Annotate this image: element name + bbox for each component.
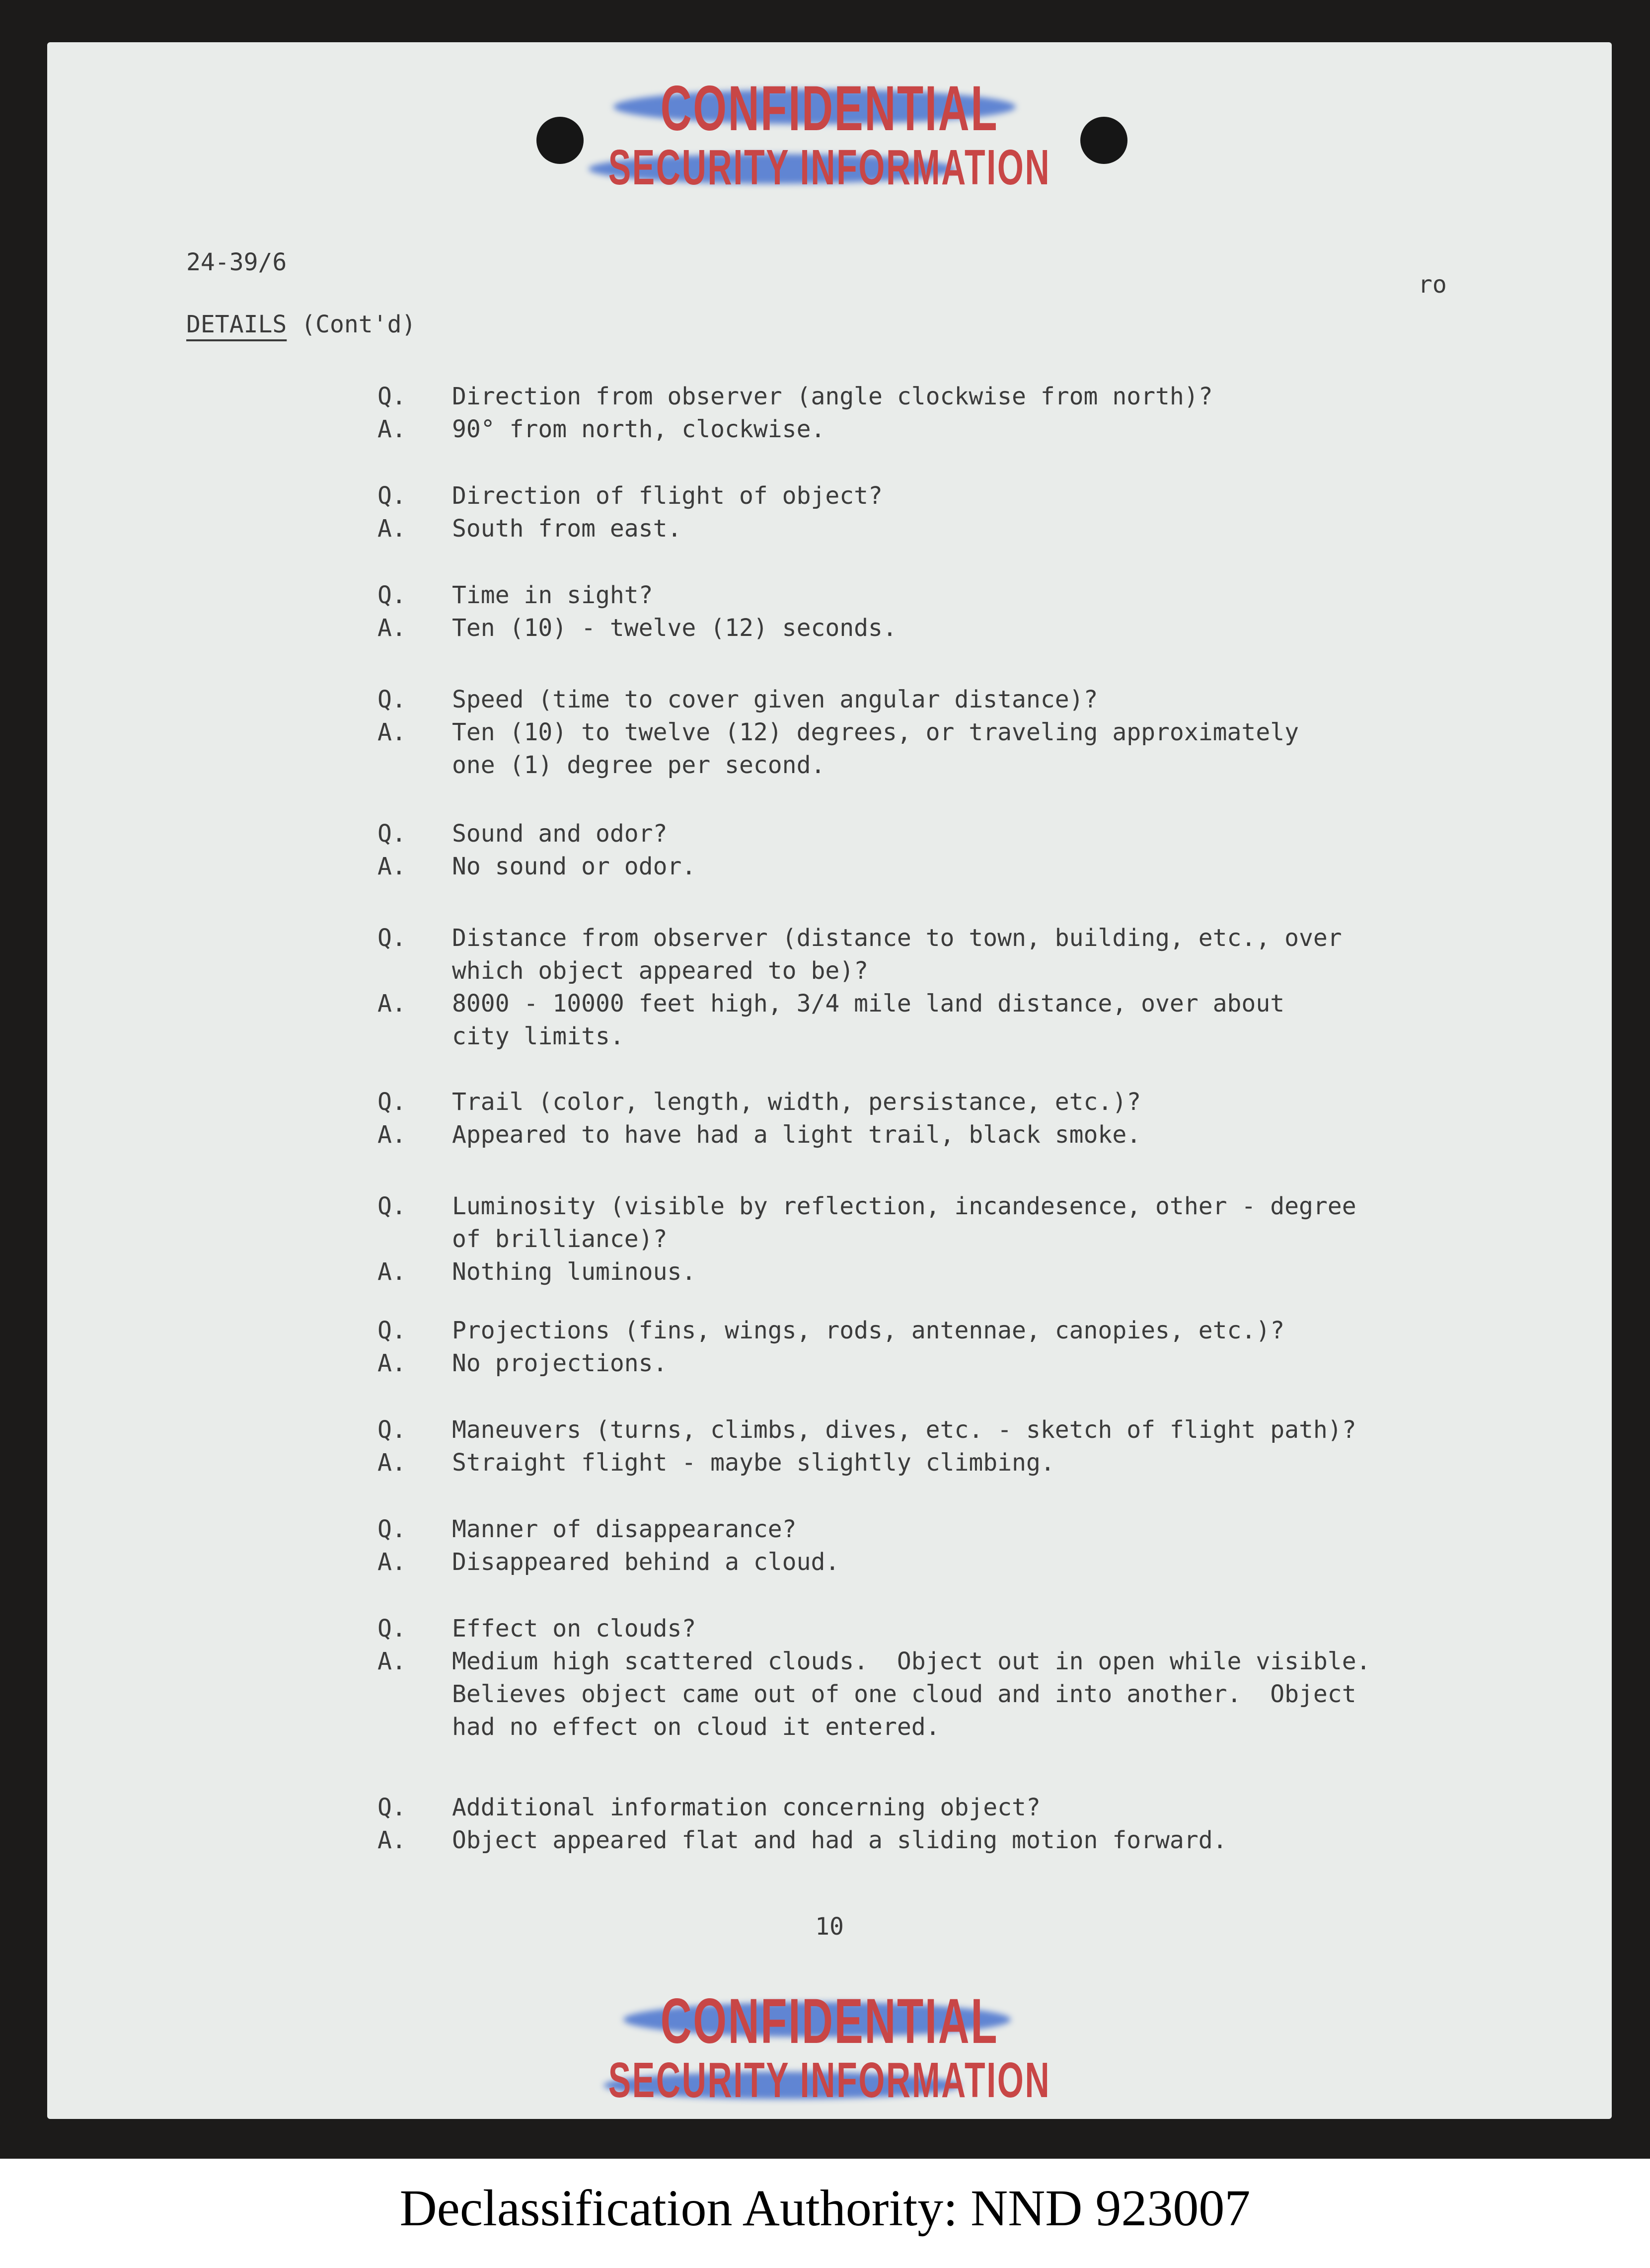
declassification-caption: Declassification Authority: NND 923007 [399,2180,1251,2237]
question-text: Direction of flight of object? [452,482,883,510]
section-heading [186,308,416,341]
stamp-confidential: CONFIDENTIAL [660,73,999,144]
section-suffix: (Cont'd) [301,311,416,338]
typist-initials: ro [1418,271,1447,299]
question-text: Manner of disappearance? [452,1515,797,1543]
page-number: 10 [815,1913,844,1941]
answer-label: A. [377,1647,406,1675]
question-text: Effect on clouds? [452,1615,696,1642]
stamp-confidential: CONFIDENTIAL [660,1986,999,2057]
answer-text: South from east. [452,515,682,543]
answer-text: Appeared to have had a light trail, black smoke. [452,1121,1141,1149]
answer-text: Object appeared flat and had a sliding motion forward. [452,1826,1227,1854]
question-text: Additional information concerning object? [452,1794,1041,1821]
answer-text: Disappeared behind a cloud. [452,1548,840,1576]
question-label: Q. [377,1794,406,1821]
answer-label: A. [377,1258,406,1286]
question-label: Q. [377,1317,406,1344]
question-label: Q. [377,1192,406,1220]
question-label: Q. [377,581,406,609]
answer-label: A. [377,1548,406,1576]
answer-label: A. [377,614,406,642]
answer-label: A. [377,853,406,880]
answer-label: A. [377,1121,406,1149]
answer-label: A. [377,718,406,746]
answer-text: 8000 - 10000 feet high, 3/4 mile land distance, over about city limits. [452,990,1285,1050]
stamp-security-information: SECURITY INFORMATION [608,2052,1051,2108]
question-text: Sound and odor? [452,820,668,848]
question-text: Time in sight? [452,581,653,609]
section-title: DETAILS [186,311,287,338]
question-label: Q. [377,1416,406,1444]
question-text: Speed (time to cover given angular distance)? [452,686,1098,713]
question-label: Q. [377,820,406,848]
question-label: Q. [377,482,406,510]
question-label: Q. [377,383,406,410]
question-label: Q. [377,1515,406,1543]
answer-label: A. [377,515,406,543]
answer-label: A. [377,415,406,443]
question-label: Q. [377,1615,406,1642]
answer-label: A. [377,1349,406,1377]
answer-text: No sound or odor. [452,853,696,880]
document-page [47,42,1612,2119]
answer-text: Medium high scattered clouds. Object out in open while visible. Believes object came out of one cloud and into another. Object had no effect on cloud it entered. [452,1647,1371,1741]
answer-text: 90° from north, clockwise. [452,415,825,443]
stamp-security-information: SECURITY INFORMATION [608,140,1051,195]
answer-label: A. [377,1826,406,1854]
answer-text: Ten (10) to twelve (12) degrees, or traveling approximately one (1) degree per second. [452,718,1299,779]
question-text: Luminosity (visible by reflection, incandesence, other - degree of brilliance)? [452,1192,1356,1253]
question-text: Maneuvers (turns, climbs, dives, etc. - sketch of flight path)? [452,1416,1356,1444]
answer-text: Nothing luminous. [452,1258,696,1286]
question-text: Trail (color, length, width, persistance, etc.)? [452,1088,1141,1116]
answer-label: A. [377,990,406,1017]
question-label: Q. [377,924,406,952]
answer-text: Ten (10) - twelve (12) seconds. [452,614,897,642]
answer-text: No projections. [452,1349,668,1377]
file-number: 24-39/6 [186,248,287,276]
question-label: Q. [377,686,406,713]
question-text: Distance from observer (distance to town, building, etc., over which object appeared to be)? [452,924,1342,985]
question-text: Projections (fins, wings, rods, antennae, canopies, etc.)? [452,1317,1285,1344]
question-label: Q. [377,1088,406,1116]
question-text: Direction from observer (angle clockwise from north)? [452,383,1213,410]
answer-text: Straight flight - maybe slightly climbing. [452,1449,1055,1477]
answer-label: A. [377,1449,406,1477]
